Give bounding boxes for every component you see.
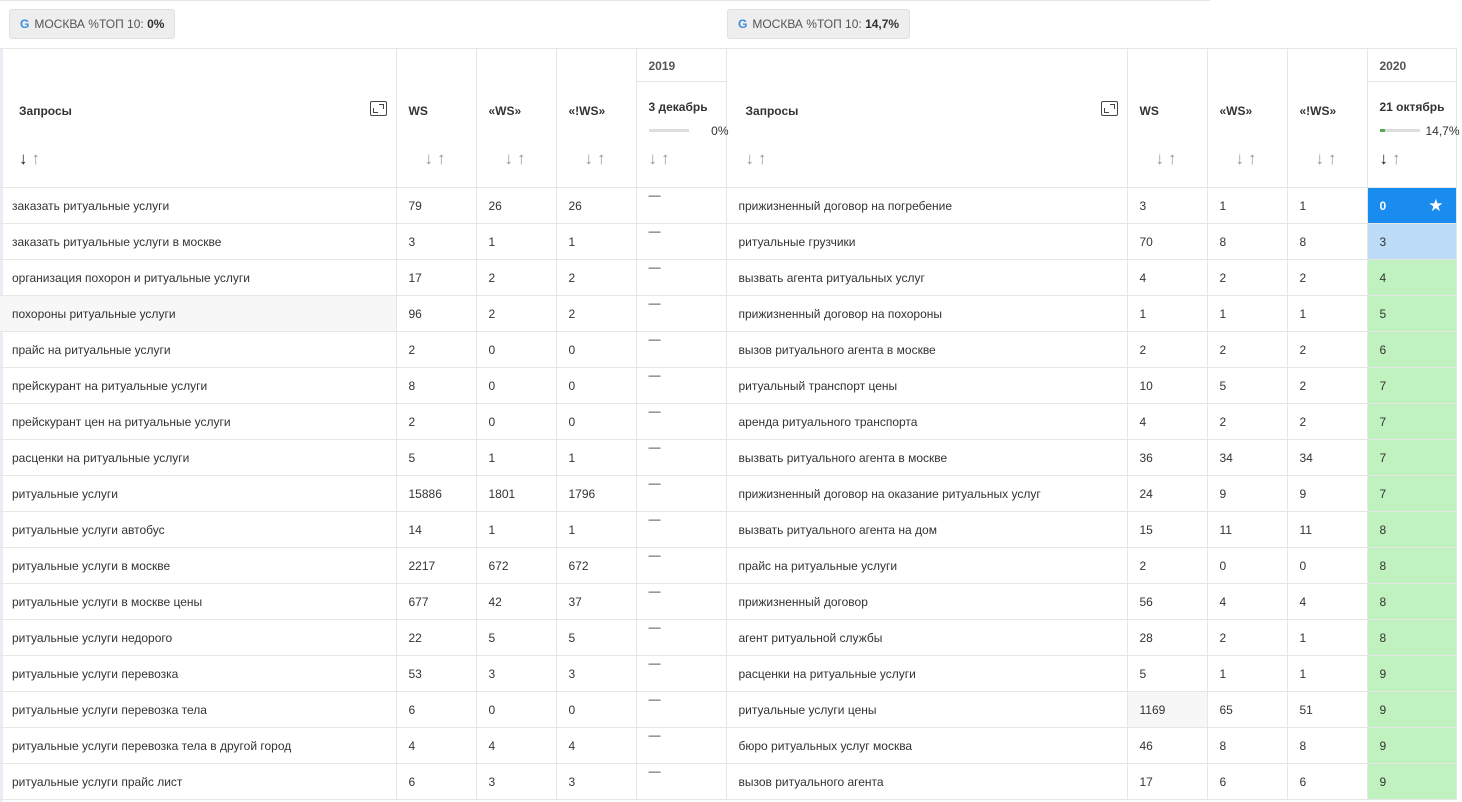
qws-cell: 1 (1207, 296, 1287, 332)
position-cell: — (636, 728, 726, 764)
query-cell[interactable]: вызов ритуального агента в москве (726, 332, 1127, 368)
sort-up-icon[interactable]: ↑ (661, 149, 674, 168)
top10-progress (1380, 124, 1460, 136)
badge-value: 0% (147, 17, 165, 31)
query-cell[interactable]: расценки на ритуальные услуги (726, 656, 1127, 692)
position-cell: — (636, 368, 726, 404)
position-cell: — (636, 548, 726, 584)
ws-cell: 22 (396, 620, 476, 656)
ws-cell: 46 (1127, 728, 1207, 764)
position-value: 3 (1379, 234, 1387, 249)
ews-cell: 8 (1287, 728, 1367, 764)
sort-down-icon[interactable]: ↓ (648, 149, 661, 168)
badge-label: МОСКВА %ТОП 10: (34, 17, 144, 31)
position-cell: — (636, 620, 726, 656)
right-ws-header (1127, 49, 1207, 188)
ws-cell: 15 (1127, 512, 1207, 548)
qws-cell: 2 (476, 260, 556, 296)
ews-cell: 1 (1287, 188, 1367, 224)
ews-cell: 6 (1287, 764, 1367, 800)
query-cell[interactable]: прижизненный договор на оказание ритуальных услуг (726, 476, 1127, 512)
sort-arrows[interactable] (1236, 149, 1261, 169)
table-row[interactable] (0, 404, 1456, 440)
ews-header-label: «!WS» (1299, 104, 1337, 118)
position-cell[interactable] (1367, 692, 1456, 728)
ws-cell: 10 (1127, 368, 1207, 404)
position-cell[interactable] (1367, 404, 1456, 440)
qws-cell: 26 (476, 188, 556, 224)
sort-arrows[interactable] (585, 149, 610, 169)
qws-cell: 3 (476, 764, 556, 800)
position-cell[interactable] (1367, 548, 1456, 584)
query-cell[interactable]: ритуальные услуги (0, 476, 396, 512)
position-cell[interactable] (1367, 260, 1456, 296)
ews-cell: 0 (1287, 548, 1367, 584)
position-cell[interactable] (1367, 656, 1456, 692)
progress-fill (1380, 129, 1386, 132)
ws-cell: 2 (396, 404, 476, 440)
ws-cell: 5 (396, 440, 476, 476)
ews-cell: 2 (556, 260, 636, 296)
ews-cell: 0 (556, 692, 636, 728)
ews-cell: 1796 (556, 476, 636, 512)
position-cell: — (636, 296, 726, 332)
sort-up-icon[interactable]: ↑ (437, 149, 450, 168)
position-cell[interactable] (1367, 332, 1456, 368)
position-value: 7 (1379, 414, 1387, 429)
qws-cell: 8 (1207, 728, 1287, 764)
ws-cell: 6 (396, 764, 476, 800)
position-value: 8 (1379, 558, 1387, 573)
ws-cell: 2 (1127, 548, 1207, 584)
ews-cell: 2 (1287, 260, 1367, 296)
position-cell[interactable] (1367, 224, 1456, 260)
qws-cell: 65 (1207, 692, 1287, 728)
ews-cell: 2 (556, 296, 636, 332)
position-cell: — (636, 260, 726, 296)
table-row[interactable] (0, 584, 1456, 620)
ws-cell: 79 (396, 188, 476, 224)
ws-cell: 2 (1127, 332, 1207, 368)
badge-value: 14,7% (865, 17, 900, 31)
position-value: 7 (1379, 378, 1387, 393)
qws-header-label: «WS» (488, 104, 522, 118)
position-cell: — (636, 692, 726, 728)
qws-cell: 1 (476, 512, 556, 548)
ws-cell: 677 (396, 584, 476, 620)
qws-cell: 0 (476, 404, 556, 440)
right-top10-badge[interactable] (727, 9, 910, 39)
position-cell: — (636, 476, 726, 512)
qws-cell: 1 (1207, 656, 1287, 692)
query-cell[interactable]: ритуальные услуги перевозка тела (0, 692, 396, 728)
sort-up-icon[interactable]: ↑ (517, 149, 530, 168)
left-qws-header (476, 49, 556, 188)
query-cell[interactable]: прижизненный договор (726, 584, 1127, 620)
ws-cell: 53 (396, 656, 476, 692)
ws-cell: 15886 (396, 476, 476, 512)
qws-header-label: «WS» (1219, 104, 1253, 118)
google-icon: G (20, 17, 30, 31)
sort-down-icon[interactable]: ↓ (584, 149, 597, 168)
qws-cell: 4 (1207, 584, 1287, 620)
qws-cell: 11 (1207, 512, 1287, 548)
sort-up-icon[interactable]: ↑ (1168, 149, 1181, 168)
expand-icon[interactable] (1101, 101, 1118, 116)
ews-header-label: «!WS» (568, 104, 606, 118)
sort-arrows[interactable] (19, 149, 44, 169)
ews-cell: 9 (1287, 476, 1367, 512)
date-label: 3 декабрь (648, 100, 708, 114)
badge-label: МОСКВА %ТОП 10: (752, 17, 862, 31)
ws-cell: 17 (396, 260, 476, 296)
qws-cell: 4 (476, 728, 556, 764)
sort-up-icon[interactable]: ↑ (1392, 149, 1405, 168)
ews-cell: 1 (556, 224, 636, 260)
sort-up-icon[interactable]: ↑ (31, 149, 44, 168)
ws-cell: 2217 (396, 548, 476, 584)
ws-header-label: WS (1139, 104, 1159, 118)
sort-arrows[interactable] (505, 149, 530, 169)
ews-cell: 672 (556, 548, 636, 584)
query-cell[interactable]: расценки на ритуальные услуги (0, 440, 396, 476)
qws-cell: 9 (1207, 476, 1287, 512)
position-cell[interactable] (1367, 512, 1456, 548)
position-value: 9 (1379, 774, 1387, 789)
ews-cell: 0 (556, 332, 636, 368)
progress-text: 14,7% (1425, 124, 1460, 138)
ws-cell: 96 (396, 296, 476, 332)
qws-cell: 1 (476, 440, 556, 476)
position-cell: — (636, 332, 726, 368)
ews-cell: 3 (556, 764, 636, 800)
position-value: 4 (1379, 270, 1387, 285)
sort-arrows[interactable] (1316, 149, 1341, 169)
position-value: 7 (1379, 450, 1387, 465)
qws-cell: 5 (476, 620, 556, 656)
ws-header-label: WS (408, 104, 428, 118)
qws-cell: 0 (476, 368, 556, 404)
queries-header-label: Запросы (19, 104, 72, 118)
sort-arrows[interactable] (1156, 149, 1181, 169)
table-row[interactable] (0, 656, 1456, 692)
query-cell[interactable]: агент ритуальной службы (726, 620, 1127, 656)
position-cell: — (636, 224, 726, 260)
query-cell[interactable]: ритуальные услуги недорого (0, 620, 396, 656)
ews-cell: 2 (1287, 404, 1367, 440)
position-cell[interactable] (1367, 764, 1456, 800)
top10-progress (649, 124, 729, 136)
position-value: 6 (1379, 342, 1387, 357)
ws-cell: 4 (1127, 404, 1207, 440)
right-date-header (1367, 49, 1460, 188)
position-cell[interactable] (1367, 296, 1456, 332)
position-value: 7 (1379, 486, 1387, 501)
table-row[interactable] (0, 296, 1456, 332)
ews-cell: 2 (1287, 368, 1367, 404)
qws-cell: 672 (476, 548, 556, 584)
ws-cell: 36 (1127, 440, 1207, 476)
qws-cell: 0 (1207, 548, 1287, 584)
progress-bar (649, 129, 689, 132)
google-icon: G (738, 17, 748, 31)
left-top10-badge[interactable] (9, 9, 175, 39)
query-cell[interactable]: прайс на ритуальные услуги (726, 548, 1127, 584)
star-icon[interactable]: ★ (1428, 196, 1444, 215)
position-value: 0 (1379, 198, 1387, 213)
ws-cell: 17 (1127, 764, 1207, 800)
ws-cell: 5 (1127, 656, 1207, 692)
query-cell[interactable]: прайс на ритуальные услуги (0, 332, 396, 368)
position-value: 8 (1379, 594, 1387, 609)
sort-arrows[interactable] (425, 149, 450, 169)
right-qws-header (1207, 49, 1287, 188)
query-cell[interactable]: аренда ритуального транспорта (726, 404, 1127, 440)
query-cell[interactable]: прейскурант цен на ритуальные услуги (0, 404, 396, 440)
query-cell[interactable]: ритуальные грузчики (726, 224, 1127, 260)
table-row[interactable] (0, 692, 1456, 728)
qws-cell: 2 (1207, 404, 1287, 440)
top-divider (0, 0, 1210, 1)
qws-cell: 6 (1207, 764, 1287, 800)
position-cell: — (636, 440, 726, 476)
table-row[interactable] (0, 188, 1456, 224)
position-value: 5 (1379, 306, 1387, 321)
ws-cell: 1169 (1127, 692, 1207, 728)
ews-cell: 1 (1287, 656, 1367, 692)
ws-cell: 24 (1127, 476, 1207, 512)
date-label: 21 октябрь (1379, 100, 1445, 114)
left-queries-header (0, 49, 396, 188)
ews-cell: 0 (556, 368, 636, 404)
sort-down-icon[interactable]: ↓ (1235, 149, 1248, 168)
query-cell[interactable]: вызвать агента ритуальных услуг (726, 260, 1127, 296)
position-cell[interactable] (1367, 728, 1456, 764)
ews-cell: 3 (556, 656, 636, 692)
table-row[interactable] (0, 764, 1456, 800)
table-row[interactable] (0, 440, 1456, 476)
qws-cell: 8 (1207, 224, 1287, 260)
table-row[interactable] (0, 332, 1456, 368)
left-ews-header (556, 49, 636, 188)
position-cell[interactable] (1367, 584, 1456, 620)
queries-header-label: Запросы (745, 104, 799, 118)
table-row[interactable] (0, 512, 1456, 548)
query-cell[interactable]: ритуальные услуги перевозка тела в другой город (0, 728, 396, 764)
ws-cell: 4 (396, 728, 476, 764)
query-cell[interactable]: ритуальные услуги автобус (0, 512, 396, 548)
ws-cell: 8 (396, 368, 476, 404)
sort-up-icon[interactable]: ↑ (1328, 149, 1341, 168)
table-row[interactable] (0, 224, 1456, 260)
query-cell[interactable]: похороны ритуальные услуги (0, 296, 396, 332)
qws-cell: 0 (476, 332, 556, 368)
ws-cell: 3 (1127, 188, 1207, 224)
sort-down-icon[interactable]: ↓ (1379, 149, 1392, 168)
position-value: 9 (1379, 738, 1387, 753)
table-row[interactable] (0, 476, 1456, 512)
table-row[interactable] (0, 620, 1456, 656)
qws-cell: 2 (1207, 620, 1287, 656)
sort-down-icon[interactable]: ↓ (19, 149, 32, 168)
right-ews-header (1287, 49, 1367, 188)
ews-cell: 1 (1287, 620, 1367, 656)
position-value: 9 (1379, 666, 1387, 681)
left-date-header (636, 49, 729, 188)
sort-up-icon[interactable]: ↑ (597, 149, 610, 168)
position-value: 8 (1379, 630, 1387, 645)
position-cell[interactable] (1367, 620, 1456, 656)
query-cell[interactable]: бюро ритуальных услуг москва (726, 728, 1127, 764)
qws-cell: 3 (476, 656, 556, 692)
sort-down-icon[interactable]: ↓ (424, 149, 437, 168)
position-cell: — (636, 764, 726, 800)
query-cell[interactable]: заказать ритуальные услуги в москве (0, 224, 396, 260)
progress-text: 0% (711, 124, 729, 138)
ws-cell: 2 (396, 332, 476, 368)
ews-cell: 2 (1287, 332, 1367, 368)
qws-cell: 34 (1207, 440, 1287, 476)
sort-down-icon[interactable]: ↓ (1315, 149, 1328, 168)
ews-cell: 1 (1287, 296, 1367, 332)
sort-down-icon[interactable]: ↓ (504, 149, 517, 168)
ews-cell: 1 (556, 512, 636, 548)
sort-down-icon[interactable]: ↓ (745, 149, 758, 168)
ews-cell: 37 (556, 584, 636, 620)
position-cell[interactable] (1367, 368, 1456, 404)
query-cell[interactable]: вызов ритуального агента (726, 764, 1127, 800)
ews-cell: 0 (556, 404, 636, 440)
ews-cell: 11 (1287, 512, 1367, 548)
ews-cell: 4 (1287, 584, 1367, 620)
qws-cell: 2 (476, 296, 556, 332)
ws-cell: 14 (396, 512, 476, 548)
ews-cell: 51 (1287, 692, 1367, 728)
query-cell[interactable]: вызвать ритуального агента в москве (726, 440, 1127, 476)
query-cell[interactable]: ритуальные услуги в москве цены (0, 584, 396, 620)
ews-cell: 26 (556, 188, 636, 224)
sort-arrows[interactable] (649, 149, 674, 169)
query-cell[interactable]: прижизненный договор на похороны (726, 296, 1127, 332)
year-label: 2019 (637, 49, 726, 82)
query-cell[interactable]: вызвать ритуального агента на дом (726, 512, 1127, 548)
sort-up-icon[interactable]: ↑ (1248, 149, 1261, 168)
qws-cell: 2 (1207, 260, 1287, 296)
ws-cell: 28 (1127, 620, 1207, 656)
sort-arrows[interactable] (1380, 149, 1405, 169)
query-cell[interactable]: ритуальные услуги в москве (0, 548, 396, 584)
qws-cell: 1 (476, 224, 556, 260)
ews-cell: 34 (1287, 440, 1367, 476)
sort-arrows[interactable] (746, 149, 771, 169)
ews-cell: 1 (556, 440, 636, 476)
year-label: 2020 (1368, 49, 1456, 82)
position-cell: — (636, 584, 726, 620)
query-cell[interactable]: организация похорон и ритуальные услуги (0, 260, 396, 296)
ews-cell: 4 (556, 728, 636, 764)
progress-bar (1380, 129, 1420, 132)
query-cell[interactable]: заказать ритуальные услуги (0, 188, 396, 224)
position-value: 9 (1379, 702, 1387, 717)
table-row[interactable] (0, 728, 1456, 764)
position-cell[interactable] (1367, 188, 1456, 224)
right-queries-header (726, 49, 1127, 188)
qws-cell: 42 (476, 584, 556, 620)
ews-cell: 5 (556, 620, 636, 656)
position-cell[interactable] (1367, 440, 1456, 476)
qws-cell: 2 (1207, 332, 1287, 368)
query-cell[interactable]: ритуальные услуги цены (726, 692, 1127, 728)
position-cell: — (636, 656, 726, 692)
qws-cell: 5 (1207, 368, 1287, 404)
ws-cell: 1 (1127, 296, 1207, 332)
ws-cell: 4 (1127, 260, 1207, 296)
ws-cell: 70 (1127, 224, 1207, 260)
position-cell: — (636, 188, 726, 224)
left-ws-header (396, 49, 476, 188)
sort-down-icon[interactable]: ↓ (1155, 149, 1168, 168)
table-row[interactable] (0, 260, 1456, 296)
sort-up-icon[interactable]: ↑ (758, 149, 771, 168)
expand-icon[interactable] (370, 101, 387, 116)
ws-cell: 3 (396, 224, 476, 260)
qws-cell: 1 (1207, 188, 1287, 224)
query-cell[interactable]: ритуальные услуги перевозка (0, 656, 396, 692)
table-row[interactable] (0, 548, 1456, 584)
qws-cell: 1801 (476, 476, 556, 512)
query-cell[interactable]: ритуальный транспорт цены (726, 368, 1127, 404)
query-cell[interactable]: ритуальные услуги прайс лист (0, 764, 396, 800)
qws-cell: 0 (476, 692, 556, 728)
ws-cell: 6 (396, 692, 476, 728)
ews-cell: 8 (1287, 224, 1367, 260)
position-cell: — (636, 404, 726, 440)
table-row[interactable] (0, 368, 1456, 404)
position-value: 8 (1379, 522, 1387, 537)
positions-table (0, 48, 1460, 800)
ws-cell: 56 (1127, 584, 1207, 620)
query-cell[interactable]: прейскурант на ритуальные услуги (0, 368, 396, 404)
position-cell[interactable] (1367, 476, 1456, 512)
position-cell: — (636, 512, 726, 548)
query-cell[interactable]: прижизненный договор на погребение (726, 188, 1127, 224)
